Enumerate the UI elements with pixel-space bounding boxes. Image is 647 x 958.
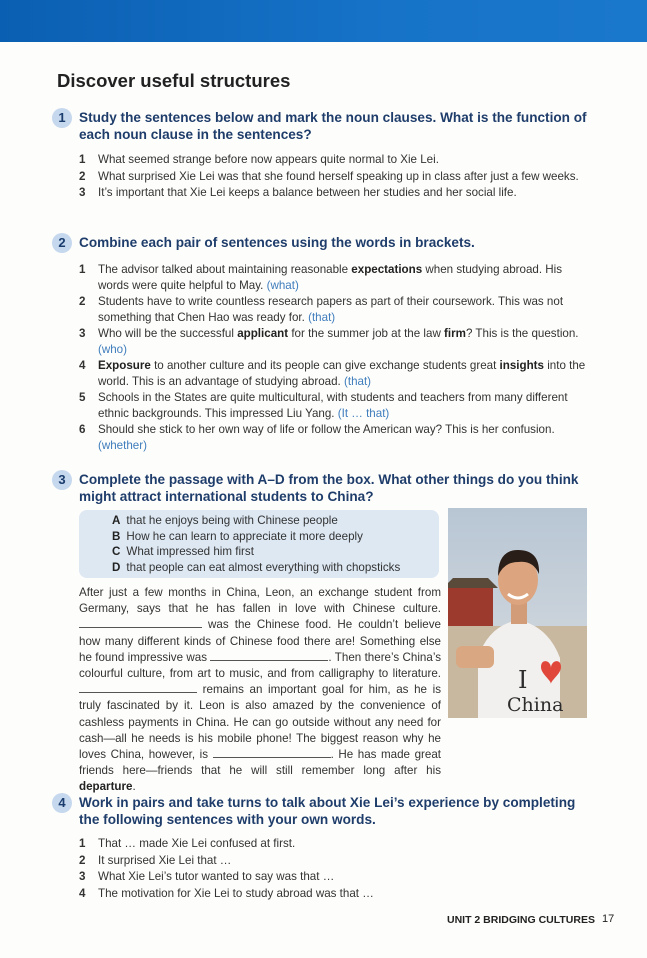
list-item: 2 What surprised Xie Lei was that she found herself speaking up in class after just a few weeks. xyxy=(79,169,579,183)
blank-4[interactable] xyxy=(213,747,331,758)
blank-3[interactable] xyxy=(79,682,197,693)
section-1-heading: Study the sentences below and mark the noun clauses. What is the function of each noun clause in the sentences? xyxy=(79,110,587,142)
blank-1[interactable] xyxy=(79,617,202,628)
section-4-heading: Work in pairs and take turns to talk about Xie Lei’s experience by completing the following sentences with your own words. xyxy=(79,795,576,827)
page-number: 17 xyxy=(602,913,615,925)
list-item: 3 It’s important that Xie Lei keeps a balance between her studies and her social life. xyxy=(79,186,517,199)
list-item: 2 It surprised Xie Lei that … xyxy=(79,853,232,867)
page-title: Discover useful structures xyxy=(57,70,291,91)
section-4-number: 4 xyxy=(52,793,72,813)
list-item: 1 What seemed strange before now appears quite normal to Xie Lei. xyxy=(79,153,439,166)
section-2-number: 2 xyxy=(52,233,72,253)
top-banner xyxy=(0,0,647,42)
option-c: C What impressed him first xyxy=(112,545,254,558)
list-item: 2 Students have to write countless research papers as part of their coursework. This was not something that Chen Hao was ready for. (that) xyxy=(79,295,564,324)
option-b: B How he can learn to appreciate it more deeply xyxy=(112,529,363,543)
blank-2[interactable] xyxy=(210,650,328,661)
section-3-number: 3 xyxy=(52,470,72,490)
option-d: D that people can eat almost everything with chopsticks xyxy=(112,560,401,574)
list-item: 3 What Xie Lei’s tutor wanted to say was that … xyxy=(79,870,335,883)
list-item: 1 That … made Xie Lei confused at first. xyxy=(79,837,296,850)
list-item: 1 The advisor talked about maintaining reasonable expectations when studying abroad. His words were quite helpful to May. (what) xyxy=(79,263,563,292)
section-1-number: 1 xyxy=(52,108,72,128)
section-4-list xyxy=(79,836,589,901)
section-2-heading: Combine each pair of sentences using the words in brackets. xyxy=(79,235,475,250)
list-item: 6 Should she stick to her own way of life or follow the American way? This is her confusion. (whether) xyxy=(79,423,555,452)
section-3-heading: Complete the passage with A–D from the box. What other things do you think might attract international students to China? xyxy=(79,472,579,504)
option-a: A that he enjoys being with Chinese people xyxy=(112,514,338,527)
list-item: 3 Who will be the successful applicant for the summer job at the law firm? This is the question. (who) xyxy=(79,327,579,356)
shirt-letter: I xyxy=(518,666,528,694)
list-item: 4 The motivation for Xie Lei to study abroad was that … xyxy=(79,886,374,900)
list-item: 4 Exposure to another culture and its people can give exchange students great insights into the world. This is an advantage of studying abroad. (that) xyxy=(79,359,586,388)
footer-unit: UNIT 2 BRIDGING CULTURES xyxy=(447,914,595,926)
shirt-text: China xyxy=(507,694,564,716)
section-2-list xyxy=(79,262,589,453)
passage: After just a few months in China, Leon, an exchange student from Germany, says that he has fallen in love with Chinese culture. was the Chinese food. He couldn’t believe how many different kinds of Chinese food there are! Something else he found impressive was . Then there’s China’s colourful culture, from art to music, and from calligraphy to literature. remains an important goal for him, as he is truly fascinated by it. Leon is also amazed by the convenience of cashless payments in China. He can go outside without any need for cash—all he needs is his mobile phone! The biggest reason why he loves China, however, is . He has made great friends here—friends that he will still remember long after his departure. xyxy=(79,586,441,794)
list-item: 5 Schools in the States are quite multicultural, with students and teachers from many different ethnic backgrounds. This impressed Liu Yang. (It … that) xyxy=(79,391,568,420)
section-1-list xyxy=(79,152,589,201)
